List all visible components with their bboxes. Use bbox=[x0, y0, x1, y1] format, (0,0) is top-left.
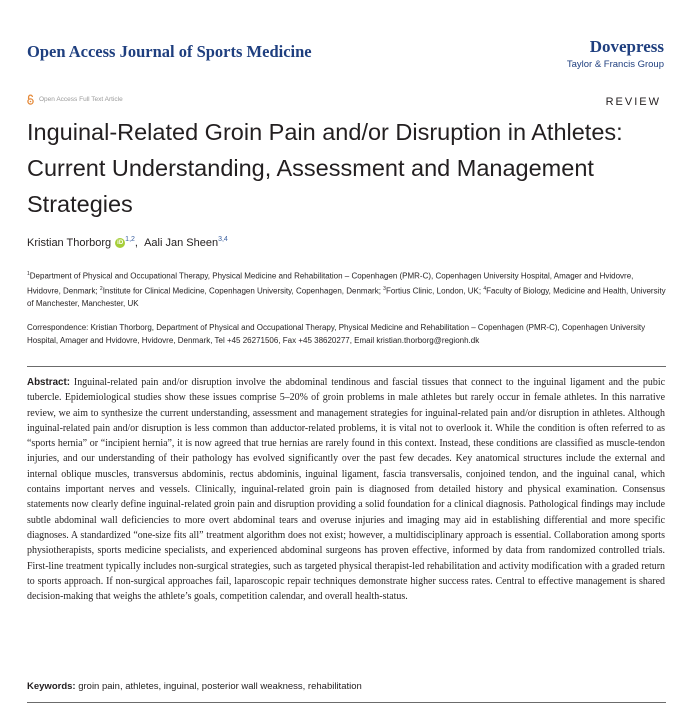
affiliation-number: 3 bbox=[383, 286, 386, 293]
journal-name: Open Access Journal of Sports Medicine bbox=[27, 42, 312, 61]
abstract bbox=[27, 375, 665, 604]
publisher-group: Taylor & Francis Group bbox=[566, 59, 664, 70]
affiliation-text: Institute for Clinical Medicine, Copenhagen University, Copenhagen, Denmark; bbox=[102, 286, 384, 296]
affiliation-text: Faculty of Biology, Medicine and Health, University of Manchester, Manchester, UK bbox=[27, 286, 666, 309]
affiliation-number: 1 bbox=[27, 271, 30, 277]
affiliation-text: Department of Physical and Occupational Therapy, Physical Medicine and Rehabilitation – Copenhagen (PMR-C), Copenhagen University Hospital, Amager and Hvidovre, Hvidovre, Denmark; bbox=[27, 271, 634, 296]
author-separator: , bbox=[134, 237, 145, 249]
divider bbox=[27, 702, 666, 703]
abstract-text: Inguinal-related pain and/or disruption involve the abdominal tendinous and fascial tissues that connect to the inguinal ligament and the pubic tubercle. Epidemiological studies show these issues comprise 5–20% of groin problems in male athletes but rarely occur in female athletes. In this narrative review, we aim to synthesize the current understanding, assessment and management strategies for inguinal-related pain and/or disruption in athletes. Although inguinal-related pain and/or disruption is less common than adductor-related problems, it is vital not to overlook it. While the condition is often referred to as “sports hernia” or “incipient hernia”, it is now agreed that true hernias are rarely found in this context. Instead, these conditions are classified as muscle-tendon injuries, and our understanding of their pathology has evolved significantly over the past few decades. Key anatomical structures include the external and internal oblique muscles, transversus abdominis, rectus abdominis, inguinal ligament, fascia transversalis, conjoined tendon, and the inguinal canal, which contains important nerves and vessels. Clinically, inguinal-related groin pain is diagnosed from detailed history and physical examination. Consensus statements now clearly define inguinal-related groin pain and disruption providing a solid foundation for a clinical diagnosis. Pathological findings may include subtle abdominal wall deficiencies to more overt abdominal tears and overuse injuries and imaging may aid in establishing differential and more specific diagnoses. A standardized “one-size fits all” treatment algorithm does not exist; however, a multidisciplinary approach is essential. Collaboration among sports physiotherapists, sports medicine specialists, and experienced abdominal surgeons has proven effective, informed by data from randomized controlled trials. First-line treatment typically includes non-surgical strategies, such as targeted physical therapist-led rehabilitation and activity modification with a graded return to sports approach. If non-surgical approaches fail, laparoscopic repair techniques demonstrate higher success rates. Central to effective management is shared decision-making that weighs the athlete’s goals, competition calendar, and overall health-status. bbox=[27, 377, 665, 603]
keywords bbox=[27, 681, 362, 692]
abstract-label: Abstract: bbox=[27, 377, 71, 388]
affiliation-text: Fortius Clinic, London, UK; bbox=[385, 286, 484, 296]
affiliations bbox=[27, 268, 667, 311]
author-name: Aali Jan Sheen bbox=[144, 237, 219, 249]
publisher-logo bbox=[567, 38, 664, 70]
affiliation-number: 4 bbox=[483, 286, 487, 293]
author-name: Kristian Thorborg bbox=[27, 237, 112, 249]
author-affiliation: 1,2 bbox=[125, 235, 135, 243]
open-access-label: Open Access Full Text Article bbox=[39, 96, 123, 103]
affiliation-number: 2 bbox=[99, 286, 103, 293]
author-list bbox=[27, 237, 228, 249]
open-access-icon bbox=[27, 94, 34, 105]
keywords-text: groin pain, athletes, inguinal, posterior wall weakness, rehabilitation bbox=[78, 681, 362, 692]
author-affiliation: 3,4 bbox=[218, 235, 228, 243]
publisher-name: Dovepress bbox=[589, 37, 664, 56]
article-type: REVIEW bbox=[605, 96, 661, 108]
divider bbox=[27, 366, 666, 367]
article-title: Inguinal-Related Groin Pain and/or Disruption in Athletes: Current Understanding, Assessment and Management Strategies bbox=[27, 119, 623, 217]
open-access-row bbox=[27, 94, 123, 105]
correspondence: Correspondence: Kristian Thorborg, Department of Physical and Occupational Therapy, Physical Medicine and Rehabilitation – Copenhagen (PMR-C), Copenhagen University Hospital, Amager and Hvidovre, Hvidovre, Denmark, Tel +45 26271506, Fax +45 38620277, Email kristian.thorborg@regionh.dk bbox=[27, 323, 646, 345]
keywords-label: Keywords: bbox=[27, 681, 76, 692]
orcid-icon[interactable]: iD bbox=[117, 240, 124, 246]
